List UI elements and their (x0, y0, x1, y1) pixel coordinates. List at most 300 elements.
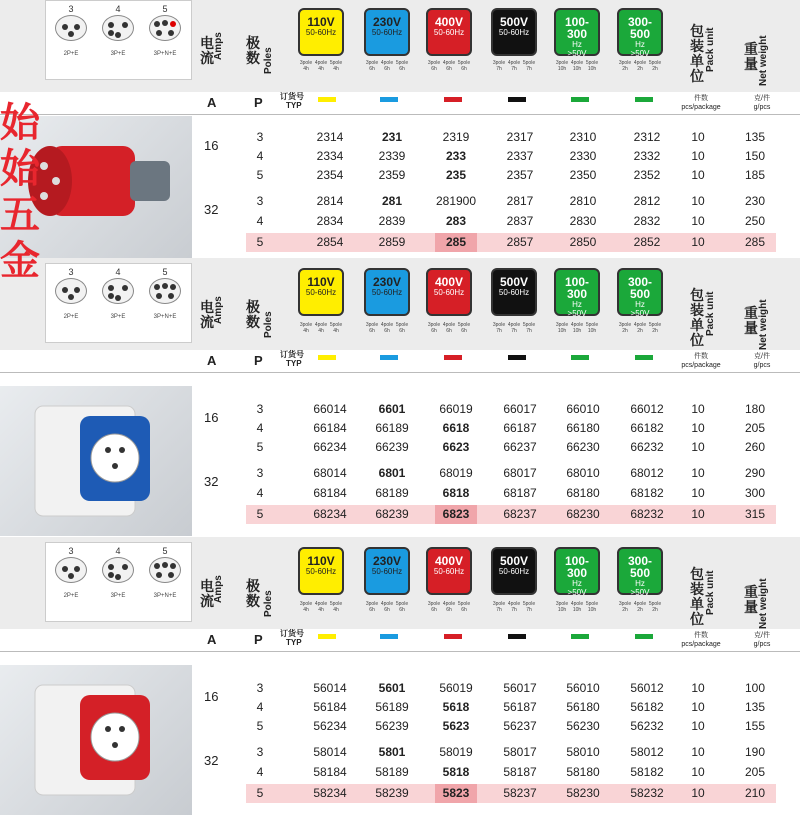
pin-icon (170, 563, 176, 569)
color-bar (635, 634, 653, 639)
pack-unit-label (676, 94, 726, 112)
pole-label: 4pole (570, 601, 584, 607)
order-code: 66187 (503, 421, 537, 435)
order-code: 2839 (378, 214, 406, 228)
voltage-box-6 (617, 268, 663, 316)
hour-row (490, 607, 538, 613)
hour-label: 6h (369, 607, 375, 613)
pin-icon (68, 31, 74, 37)
pole-count: 3 (256, 194, 264, 208)
pole-label: 4pole (442, 601, 456, 607)
order-code: 56010 (566, 681, 600, 695)
hour-row (363, 607, 411, 613)
typ-cn: 订货号 (280, 629, 304, 638)
pin-icon (154, 284, 160, 290)
poles-cn-label: 极数 (246, 578, 260, 609)
order-code: 5623 (442, 719, 470, 733)
order-code: 56232 (630, 719, 664, 733)
pole-label: 5pole (585, 60, 599, 66)
net-weight: 205 (744, 765, 766, 779)
socket-type-label: 3P+N+E (153, 51, 177, 57)
amps-unit-label: A (207, 632, 217, 647)
order-code: 281 (381, 194, 403, 208)
weight-cn-label: 重量 (744, 584, 758, 615)
amps-en-label: Amps (213, 575, 224, 603)
socket-diagram (48, 267, 94, 320)
hour-label: 10h (557, 66, 567, 72)
catalog-section (0, 258, 800, 521)
typ-en: TYP (286, 638, 302, 647)
socket-face-icon (149, 15, 181, 41)
weight-unit-en: g/pcs (753, 362, 771, 369)
net-weight: 230 (744, 194, 766, 208)
voltage-label: 110V (307, 554, 335, 568)
color-bar (318, 634, 336, 639)
socket-type-label: 2P+E (63, 51, 79, 57)
voltage-threshold-label: >50V (630, 309, 650, 318)
net-weight: 190 (744, 745, 766, 759)
weight-unit-en: g/pcs (753, 104, 771, 111)
frequency-label: 50-60Hz (498, 28, 530, 37)
order-code: 68180 (566, 486, 600, 500)
typ-en: TYP (286, 101, 302, 110)
voltage-threshold-label: >50V (630, 588, 650, 597)
hour-label: 4h (318, 607, 324, 613)
hour-label: 2h (652, 328, 658, 334)
hour-label: 7h (526, 328, 532, 334)
pole-label: 4pole (570, 322, 584, 328)
order-code: 6618 (442, 421, 470, 435)
order-code: 2319 (442, 130, 470, 144)
hour-row (616, 607, 664, 613)
socket-face-icon (102, 15, 134, 41)
pack-quantity: 10 (691, 719, 705, 733)
order-code: 58232 (630, 786, 664, 800)
hour-label: 6h (384, 607, 390, 613)
order-code: 56239 (375, 719, 409, 733)
order-code: 283 (445, 214, 467, 228)
order-code: 66182 (630, 421, 664, 435)
pin-icon (74, 566, 80, 572)
pin-icon (115, 32, 121, 38)
hour-row (553, 607, 601, 613)
order-code: 58182 (630, 765, 664, 779)
pole-label: 3pole (555, 601, 569, 607)
pin-icon (162, 20, 168, 26)
socket-face-icon (149, 278, 181, 304)
hour-label: 4h (333, 607, 339, 613)
pole-label: 4pole (380, 322, 394, 328)
net-weight: 135 (744, 700, 766, 714)
voltage-label: 110V (307, 275, 335, 289)
voltage-label: 400V (434, 554, 464, 568)
pole-count: 5 (256, 235, 264, 249)
net-weight: 290 (744, 466, 766, 480)
weight-cn-label: 重量 (744, 305, 758, 336)
order-code: 58230 (566, 786, 600, 800)
voltage-label: 500V (499, 275, 529, 289)
socket-pin-count: 5 (162, 546, 168, 556)
weight-en-label: Net weight (758, 299, 769, 350)
order-code: 56182 (630, 700, 664, 714)
socket-diagram-panel (45, 263, 192, 343)
typ-cn: 订货号 (280, 350, 304, 359)
socket-face-icon (55, 15, 87, 41)
hour-row (490, 328, 538, 334)
voltage-label: 230V (372, 275, 402, 289)
order-code: 56012 (630, 681, 664, 695)
hour-row (297, 607, 345, 613)
voltage-label: 400V (434, 15, 464, 29)
pin-icon (170, 284, 176, 290)
net-weight: 260 (744, 440, 766, 454)
pole-label: 5pole (329, 60, 343, 66)
hour-label: 2h (637, 66, 643, 72)
hour-label: 7h (511, 607, 517, 613)
order-code: 235 (445, 168, 467, 182)
hour-label: 6h (431, 66, 437, 72)
hour-row (425, 66, 473, 72)
pack-quantity: 10 (691, 214, 705, 228)
hour-row (363, 66, 411, 72)
pole-label: 5pole (329, 322, 343, 328)
order-code: 5618 (442, 700, 470, 714)
hour-label: 4h (318, 66, 324, 72)
pin-icon (168, 572, 174, 578)
pole-hours-labels (425, 60, 473, 72)
net-weight: 155 (744, 719, 766, 733)
product-photo (0, 386, 192, 536)
order-code: 2852 (633, 235, 661, 249)
voltage-label: 100-300 (564, 15, 590, 41)
socket-diagram (95, 267, 141, 320)
order-code: 58019 (439, 745, 473, 759)
order-code: 6823 (442, 507, 470, 521)
socket-diagram (142, 546, 188, 599)
order-code: 68010 (566, 466, 600, 480)
socket-diagram (142, 4, 188, 57)
socket-pin-count: 3 (68, 546, 74, 556)
pole-label: 4pole (314, 322, 328, 328)
frequency-label: Hz (572, 40, 582, 49)
pole-hours-labels (297, 322, 345, 334)
socket-face-icon (55, 278, 87, 304)
pole-label: 3pole (427, 322, 441, 328)
pole-label: 4pole (314, 60, 328, 66)
hour-label: 10h (587, 328, 597, 334)
pack-unit-cn: 件数 (694, 632, 708, 639)
pole-label: 4pole (380, 601, 394, 607)
order-code: 66014 (313, 402, 347, 416)
pole-hours-labels (425, 601, 473, 613)
order-code: 68184 (313, 486, 347, 500)
pole-count: 3 (256, 745, 264, 759)
hour-label: 6h (446, 328, 452, 334)
voltage-box-3 (426, 547, 472, 595)
order-code: 2854 (316, 235, 344, 249)
pole-hours-labels (363, 322, 411, 334)
pole-label: 5pole (457, 60, 471, 66)
order-code: 2859 (378, 235, 406, 249)
pin-icon (108, 572, 114, 578)
pole-hours-labels (616, 322, 664, 334)
pole-hours-labels (553, 601, 601, 613)
socket-diagram (142, 267, 188, 320)
pole-label: 5pole (329, 601, 343, 607)
hour-label: 7h (526, 607, 532, 613)
poles-unit-label: P (254, 95, 263, 110)
pin-icon (108, 22, 114, 28)
order-code: 5818 (442, 765, 470, 779)
pole-hours-labels (363, 601, 411, 613)
voltage-box-2 (364, 8, 410, 56)
socket-pin-count: 4 (115, 546, 121, 556)
weight-cn-label: 重量 (744, 41, 758, 72)
color-bar (444, 355, 462, 360)
voltage-box-3 (426, 8, 472, 56)
pole-count: 5 (256, 786, 264, 800)
order-code: 66017 (503, 402, 537, 416)
color-bar (318, 97, 336, 102)
socket-pin-count: 3 (68, 4, 74, 14)
pole-label: 4pole (633, 601, 647, 607)
socket-pin-count: 3 (68, 267, 74, 277)
pole-hours-labels (616, 60, 664, 72)
order-code: 6801 (378, 466, 406, 480)
voltage-label: 500V (499, 554, 529, 568)
hour-label: 2h (652, 66, 658, 72)
hour-row (425, 328, 473, 334)
order-code: 58187 (503, 765, 537, 779)
pole-label: 5pole (585, 322, 599, 328)
pole-count: 5 (256, 440, 264, 454)
pin-icon (170, 21, 176, 27)
voltage-threshold-label: >50V (567, 49, 587, 58)
hour-row (553, 328, 601, 334)
order-code: 285 (445, 235, 467, 249)
order-code: 2817 (506, 194, 534, 208)
hour-label: 7h (496, 607, 502, 613)
amp-rating: 32 (204, 753, 219, 768)
voltage-box-4 (491, 268, 537, 316)
pack-unit-cn: 件数 (694, 353, 708, 360)
header-divider (0, 651, 800, 652)
order-code: 66237 (503, 440, 537, 454)
hour-row (616, 66, 664, 72)
order-code: 2357 (506, 168, 534, 182)
pole-label: 3pole (492, 601, 506, 607)
pole-hours-labels (490, 601, 538, 613)
amps-unit-label: A (207, 95, 217, 110)
pole-hours-labels (490, 60, 538, 72)
pin-icon (68, 573, 74, 579)
pole-label: 5pole (457, 601, 471, 607)
hour-row (553, 66, 601, 72)
pole-label: 3pole (299, 601, 313, 607)
weight-unit-en: g/pcs (753, 641, 771, 648)
pack-quantity: 10 (691, 466, 705, 480)
order-code: 233 (445, 149, 467, 163)
pin-icon (115, 574, 121, 580)
order-code: 231 (381, 130, 403, 144)
order-code: 56017 (503, 681, 537, 695)
order-code: 281900 (435, 194, 477, 208)
pole-label: 3pole (618, 601, 632, 607)
order-code: 2312 (633, 130, 661, 144)
pole-label: 4pole (380, 60, 394, 66)
amps-cn-label: 电流 (200, 299, 214, 330)
pin-icon (62, 287, 68, 293)
pin-icon (108, 293, 114, 299)
pin-icon (156, 30, 162, 36)
frequency-label: 50-60Hz (498, 567, 530, 576)
hour-label: 6h (399, 66, 405, 72)
color-bar (508, 355, 526, 360)
amp-rating: 32 (204, 202, 219, 217)
pole-label: 3pole (492, 60, 506, 66)
pack-quantity: 10 (691, 149, 705, 163)
order-code: 5801 (378, 745, 406, 759)
hour-label: 10h (587, 607, 597, 613)
color-bar (380, 634, 398, 639)
order-code: 66239 (375, 440, 409, 454)
pack-quantity: 10 (691, 402, 705, 416)
order-code: 58010 (566, 745, 600, 759)
voltage-box-3 (426, 268, 472, 316)
pin-icon (162, 283, 168, 289)
frequency-label: Hz (572, 579, 582, 588)
pole-count: 3 (256, 681, 264, 695)
order-code: 58017 (503, 745, 537, 759)
pin-icon (108, 564, 114, 570)
pole-count: 5 (256, 719, 264, 733)
order-code: 5823 (442, 786, 470, 800)
pole-label: 4pole (633, 60, 647, 66)
color-bar (508, 97, 526, 102)
order-code: 66234 (313, 440, 347, 454)
weight-unit-label (742, 631, 782, 649)
color-bar (571, 97, 589, 102)
order-code: 2339 (378, 149, 406, 163)
frequency-label: 50-60Hz (305, 288, 337, 297)
hour-label: 2h (637, 607, 643, 613)
poles-en-label: Poles (263, 590, 274, 617)
voltage-label: 110V (307, 15, 335, 29)
net-weight: 315 (744, 507, 766, 521)
pack-unit-cn-label: 包装单位 (690, 23, 704, 84)
order-code: 66189 (375, 421, 409, 435)
hour-label: 4h (303, 607, 309, 613)
color-bar (508, 634, 526, 639)
hour-label: 7h (526, 66, 532, 72)
socket-face-icon (55, 557, 87, 583)
order-code: 58239 (375, 786, 409, 800)
plug-cable-gland (130, 161, 170, 201)
voltage-box-4 (491, 8, 537, 56)
pole-label: 3pole (427, 601, 441, 607)
frequency-label: 50-60Hz (371, 567, 403, 576)
pack-unit-en: pcs/package (681, 362, 721, 369)
color-bar (571, 634, 589, 639)
net-weight: 100 (744, 681, 766, 695)
color-bar (571, 355, 589, 360)
hour-label: 6h (431, 328, 437, 334)
voltage-box-5 (554, 268, 600, 316)
pack-unit-en-label: Pack unit (705, 570, 716, 615)
weight-en-label: Net weight (758, 35, 769, 86)
socket-pin-count: 5 (162, 4, 168, 14)
order-code: 56184 (313, 700, 347, 714)
pin-icon (168, 30, 174, 36)
pack-quantity: 10 (691, 745, 705, 759)
hour-row (297, 328, 345, 334)
pin-icon (154, 21, 160, 27)
hour-label: 7h (511, 66, 517, 72)
hour-label: 6h (384, 66, 390, 72)
order-code: 2837 (506, 214, 534, 228)
pin-icon (62, 566, 68, 572)
weight-unit-label (742, 94, 782, 112)
pole-hours-labels (616, 601, 664, 613)
pack-quantity: 10 (691, 765, 705, 779)
hour-label: 6h (384, 328, 390, 334)
pin-icon (74, 287, 80, 293)
order-code: 2810 (569, 194, 597, 208)
order-code: 68012 (630, 466, 664, 480)
order-code: 68187 (503, 486, 537, 500)
hour-label: 10h (572, 328, 582, 334)
amps-en-label: Amps (213, 32, 224, 60)
pole-hours-labels (490, 322, 538, 334)
socket-diagram-panel (45, 0, 192, 80)
poles-en-label: Poles (263, 311, 274, 338)
order-code: 68232 (630, 507, 664, 521)
poles-en-label: Poles (263, 47, 274, 74)
order-code: 2834 (316, 214, 344, 228)
voltage-box-1 (298, 8, 344, 56)
typ-label (280, 92, 304, 110)
socket-pin-count: 4 (115, 4, 121, 14)
pack-unit-cn: 件数 (694, 95, 708, 102)
net-weight: 250 (744, 214, 766, 228)
poles-cn-label: 极数 (246, 35, 260, 66)
color-bar (318, 355, 336, 360)
order-code: 66230 (566, 440, 600, 454)
socket-face-icon (149, 557, 181, 583)
frequency-label: Hz (635, 579, 645, 588)
voltage-box-5 (554, 8, 600, 56)
pack-quantity: 10 (691, 130, 705, 144)
pole-count: 5 (256, 168, 264, 182)
hour-label: 2h (622, 66, 628, 72)
pin-icon (168, 293, 174, 299)
hour-label: 6h (369, 328, 375, 334)
order-code: 2832 (633, 214, 661, 228)
pole-label: 5pole (457, 322, 471, 328)
order-code: 2354 (316, 168, 344, 182)
hour-row (297, 66, 345, 72)
pin-icon (62, 24, 68, 30)
hour-label: 4h (303, 66, 309, 72)
order-code: 6601 (378, 402, 406, 416)
pole-count: 5 (256, 507, 264, 521)
voltage-label: 230V (372, 554, 402, 568)
voltage-threshold-label: >50V (567, 309, 587, 318)
order-code: 56180 (566, 700, 600, 714)
weight-en-label: Net weight (758, 578, 769, 629)
order-code: 66232 (630, 440, 664, 454)
order-code: 2334 (316, 149, 344, 163)
